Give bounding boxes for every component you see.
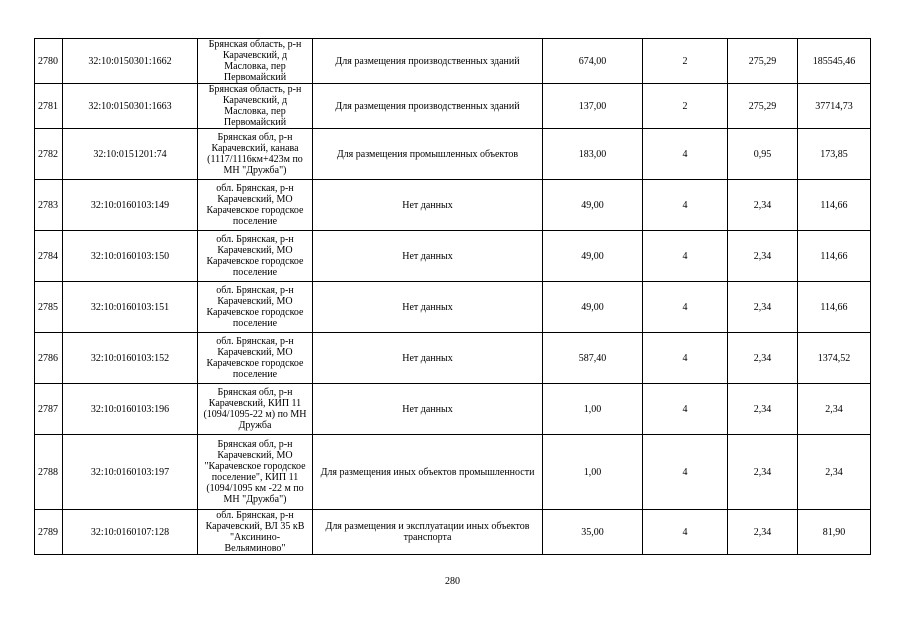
cell-cadastral-value: 1374,52 xyxy=(798,333,871,384)
cell-address: обл. Брянская, р-н Карачевский, МО Карачевское городское поселение xyxy=(198,231,313,282)
cell-area: 137,00 xyxy=(543,84,643,129)
cell-group: 4 xyxy=(643,510,728,555)
cell-specific-value: 2,34 xyxy=(728,435,798,510)
cell-specific-value: 2,34 xyxy=(728,180,798,231)
cell-cadastral-value: 114,66 xyxy=(798,180,871,231)
cell-specific-value: 2,34 xyxy=(728,231,798,282)
cell-permitted-use: Для размещения иных объектов промышленности xyxy=(313,435,543,510)
cell-area: 49,00 xyxy=(543,231,643,282)
cell-area: 1,00 xyxy=(543,384,643,435)
cell-area: 49,00 xyxy=(543,282,643,333)
cell-row-number: 2781 xyxy=(35,84,63,129)
cell-row-number: 2783 xyxy=(35,180,63,231)
cell-cadastral-number: 32:10:0160103:196 xyxy=(63,384,198,435)
cell-cadastral-number: 32:10:0160103:152 xyxy=(63,333,198,384)
cell-cadastral-number: 32:10:0150301:1662 xyxy=(63,39,198,84)
cell-permitted-use: Для размещения производственных зданий xyxy=(313,84,543,129)
cell-specific-value: 275,29 xyxy=(728,39,798,84)
cell-row-number: 2786 xyxy=(35,333,63,384)
cell-cadastral-number: 32:10:0160107:128 xyxy=(63,510,198,555)
cell-cadastral-value: 81,90 xyxy=(798,510,871,555)
cell-cadastral-value: 185545,46 xyxy=(798,39,871,84)
cell-cadastral-number: 32:10:0151201:74 xyxy=(63,129,198,180)
cell-group: 4 xyxy=(643,129,728,180)
cell-row-number: 2788 xyxy=(35,435,63,510)
page-number: 280 xyxy=(445,576,460,587)
table-row xyxy=(35,282,871,333)
cell-group: 4 xyxy=(643,180,728,231)
cell-row-number: 2785 xyxy=(35,282,63,333)
cell-row-number: 2787 xyxy=(35,384,63,435)
cell-area: 1,00 xyxy=(543,435,643,510)
cell-cadastral-value: 2,34 xyxy=(798,384,871,435)
cell-address: обл. Брянская, р-н Карачевский, МО Карачевское городское поселение xyxy=(198,333,313,384)
cell-address: Брянская область, р-н Карачевский, д Масловка, пер Первомайский xyxy=(198,84,313,129)
table-row xyxy=(35,231,871,282)
cell-cadastral-value: 2,34 xyxy=(798,435,871,510)
cell-row-number: 2780 xyxy=(35,39,63,84)
cell-cadastral-number: 32:10:0160103:197 xyxy=(63,435,198,510)
cell-address: обл. Брянская, р-н Карачевский, ВЛ 35 кВ "Аксинино-Вельяминово" xyxy=(198,510,313,555)
cell-cadastral-number: 32:10:0150301:1663 xyxy=(63,84,198,129)
cell-row-number: 2782 xyxy=(35,129,63,180)
cell-address: Брянская обл, р-н Карачевский, канава (1117/1116км+423м по МН "Дружба") xyxy=(198,129,313,180)
cell-specific-value: 2,34 xyxy=(728,282,798,333)
cell-permitted-use: Нет данных xyxy=(313,384,543,435)
cell-cadastral-value: 37714,73 xyxy=(798,84,871,129)
cell-area: 587,40 xyxy=(543,333,643,384)
cell-row-number: 2789 xyxy=(35,510,63,555)
cell-specific-value: 0,95 xyxy=(728,129,798,180)
cell-group: 4 xyxy=(643,435,728,510)
table-row xyxy=(35,333,871,384)
table-body xyxy=(35,39,871,555)
cell-address: обл. Брянская, р-н Карачевский, МО Карачевское городское поселение xyxy=(198,180,313,231)
cell-specific-value: 275,29 xyxy=(728,84,798,129)
cell-cadastral-number: 32:10:0160103:150 xyxy=(63,231,198,282)
table-row xyxy=(35,39,871,84)
cell-permitted-use: Нет данных xyxy=(313,333,543,384)
cell-permitted-use: Нет данных xyxy=(313,282,543,333)
cell-group: 4 xyxy=(643,384,728,435)
cell-specific-value: 2,34 xyxy=(728,384,798,435)
cell-address: Брянская обл, р-н Карачевский, КИП 11 (1094/1095-22 м) по МН Дружба xyxy=(198,384,313,435)
cell-permitted-use: Для размещения промышленных объектов xyxy=(313,129,543,180)
cell-cadastral-value: 114,66 xyxy=(798,282,871,333)
cell-cadastral-number: 32:10:0160103:149 xyxy=(63,180,198,231)
table-row xyxy=(35,84,871,129)
cell-group: 4 xyxy=(643,231,728,282)
cell-address: обл. Брянская, р-н Карачевский, МО Карачевское городское поселение xyxy=(198,282,313,333)
cell-permitted-use: Нет данных xyxy=(313,180,543,231)
cell-area: 35,00 xyxy=(543,510,643,555)
cell-group: 4 xyxy=(643,282,728,333)
cell-row-number: 2784 xyxy=(35,231,63,282)
cell-area: 674,00 xyxy=(543,39,643,84)
table-row xyxy=(35,384,871,435)
cell-group: 2 xyxy=(643,84,728,129)
cell-area: 183,00 xyxy=(543,129,643,180)
cell-specific-value: 2,34 xyxy=(728,333,798,384)
cell-permitted-use: Нет данных xyxy=(313,231,543,282)
cell-permitted-use: Для размещения и эксплуатации иных объектов транспорта xyxy=(313,510,543,555)
cell-group: 4 xyxy=(643,333,728,384)
cell-permitted-use: Для размещения производственных зданий xyxy=(313,39,543,84)
table-row xyxy=(35,510,871,555)
cell-specific-value: 2,34 xyxy=(728,510,798,555)
cell-address: Брянская обл, р-н Карачевский, МО "Карачевское городское поселение", КИП 11 (1094/1095 км -22 м по МН "Дружба") xyxy=(198,435,313,510)
table-row xyxy=(35,129,871,180)
cell-address: Брянская область, р-н Карачевский, д Масловка, пер Первомайский xyxy=(198,39,313,84)
table-row xyxy=(35,435,871,510)
cadastral-value-table xyxy=(34,38,871,555)
cell-cadastral-value: 173,85 xyxy=(798,129,871,180)
cell-area: 49,00 xyxy=(543,180,643,231)
cell-group: 2 xyxy=(643,39,728,84)
cell-cadastral-value: 114,66 xyxy=(798,231,871,282)
table-row xyxy=(35,180,871,231)
cell-cadastral-number: 32:10:0160103:151 xyxy=(63,282,198,333)
